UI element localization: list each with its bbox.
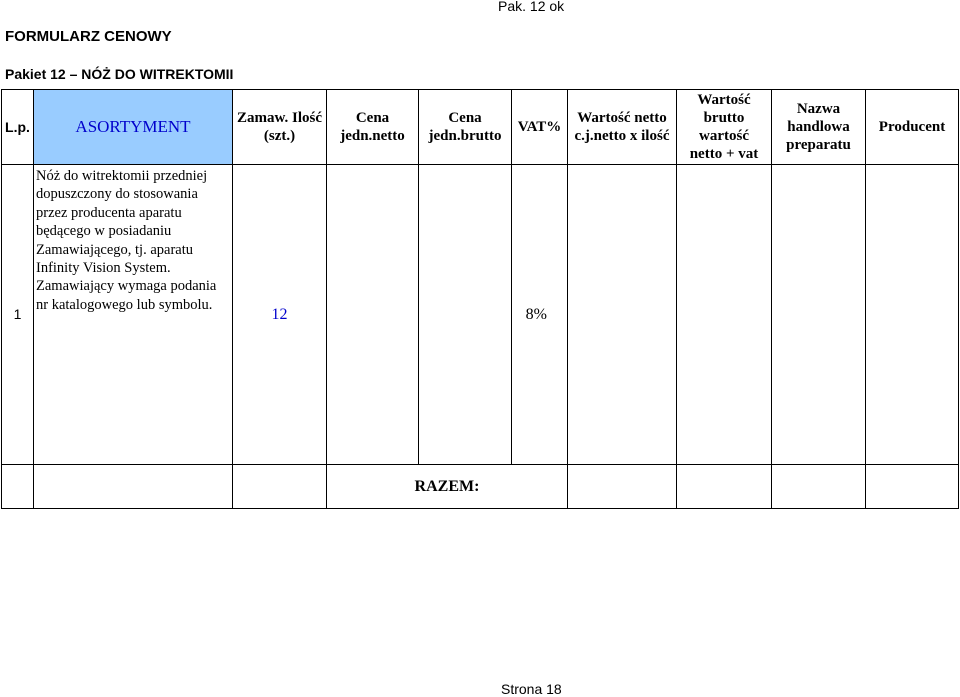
header-unit-price-brutto: Cena jedn.brutto	[419, 90, 512, 165]
row-unit-price-netto[interactable]	[327, 165, 419, 465]
row-lp: 1	[2, 165, 34, 465]
header-asortyment: ASORTYMENT	[34, 90, 233, 165]
row-description: Nóż do witrektomii przedniej dopuszczony do stosowania przez producenta aparatu będącego w posiadaniu Zamawiającego, tj. aparatu Infinity Vision System. Zamawiający wymaga podania nr katalogowego lub symbolu.	[34, 165, 233, 465]
header-quantity: Zamaw. Ilość (szt.)	[233, 90, 327, 165]
page-number: Strona 18	[501, 681, 562, 697]
header-row	[2, 90, 959, 165]
total-row-empty-cell	[34, 465, 233, 509]
row-vat: 8%	[512, 165, 568, 465]
table-row	[2, 165, 959, 465]
total-row-empty-cell	[772, 465, 866, 509]
form-title: FORMULARZ CENOWY	[5, 28, 172, 45]
row-quantity: 12	[233, 165, 327, 465]
total-value-netto[interactable]	[568, 465, 677, 509]
package-status-label: Pak. 12 ok	[498, 0, 565, 14]
total-row-empty-cell	[866, 465, 959, 509]
total-value-brutto[interactable]	[677, 465, 772, 509]
header-unit-price-netto: Cena jedn.netto	[327, 90, 419, 165]
header-lp: L.p.	[2, 90, 34, 165]
row-producer[interactable]	[866, 165, 959, 465]
total-row-empty-cell	[2, 465, 34, 509]
row-unit-price-brutto[interactable]	[419, 165, 512, 465]
package-title: Pakiet 12 – NÓŻ DO WITREKTOMII	[5, 66, 234, 82]
row-value-netto[interactable]	[568, 165, 677, 465]
header-trade-name: Nazwa handlowa preparatu	[772, 90, 866, 165]
row-trade-name[interactable]	[772, 165, 866, 465]
header-vat: VAT%	[512, 90, 568, 165]
row-value-brutto[interactable]	[677, 165, 772, 465]
total-row-empty-cell	[233, 465, 327, 509]
total-row	[2, 465, 959, 509]
header-producer: Producent	[866, 90, 959, 165]
total-label: RAZEM:	[327, 465, 568, 509]
header-value-brutto: Wartość brutto wartość netto + vat	[677, 90, 772, 165]
price-form-table	[1, 89, 959, 509]
header-value-netto: Wartość netto c.j.netto x ilość	[568, 90, 677, 165]
